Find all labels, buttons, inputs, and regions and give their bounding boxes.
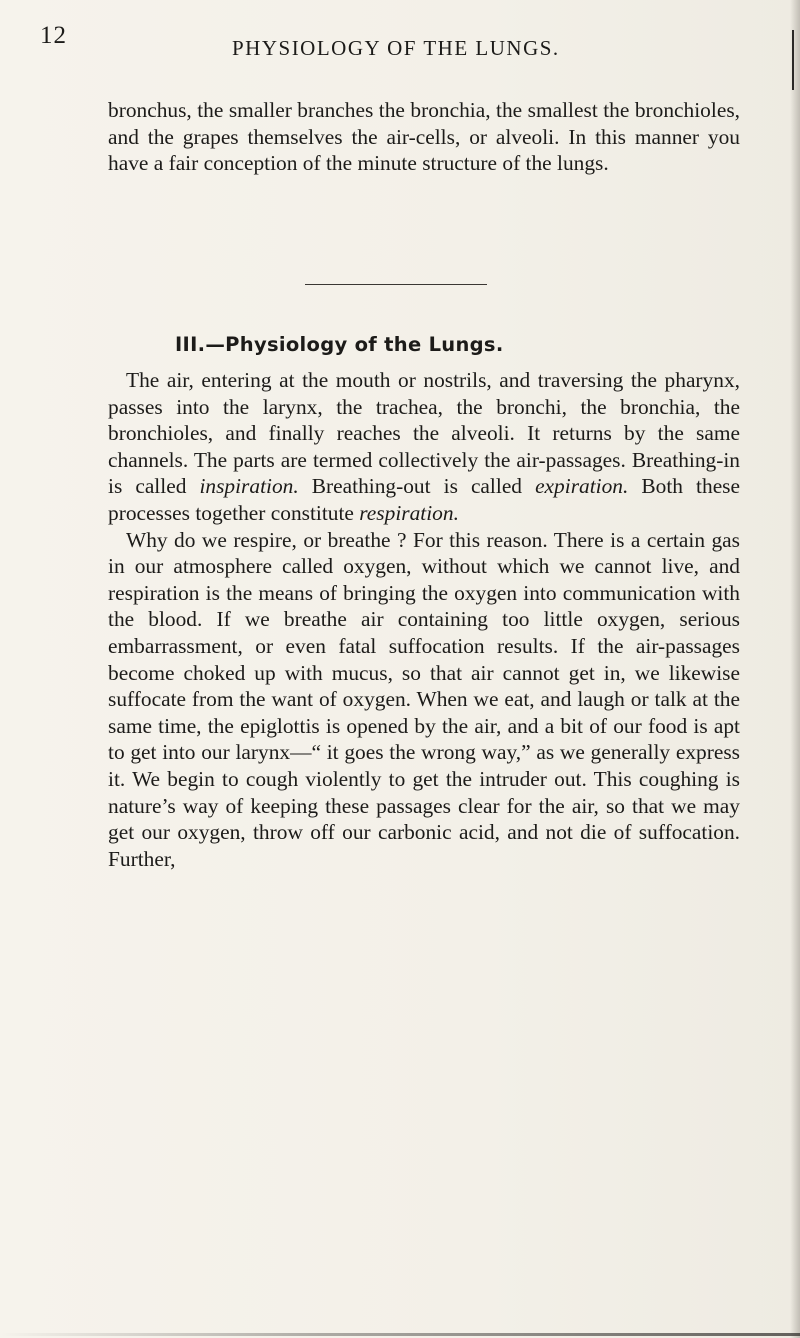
term-expiration: expiration. — [535, 474, 629, 499]
term-inspiration: inspiration. — [199, 474, 299, 499]
intro-paragraph: bronchus, the smaller branches the bronchia, the smallest the bronchioles, and the grapes themselves the air-cells, or alveoli. In this manner you have a fair conception of the minute structure of the lungs. — [108, 98, 740, 176]
paragraph-text: The air, entering at the mouth or nostrils, and traversing the pharynx, passes into the larynx, the trachea, the bronchi, the bronchia, the bronchioles, and finally reaches the alveoli. It returns by the same channels. The parts are termed collectively the air-passages. Breathing-in is called — [108, 368, 740, 499]
section-divider — [305, 284, 487, 285]
running-head: PHYSIOLOGY OF THE LUNGS. — [232, 36, 560, 60]
term-respiration: respiration. — [359, 500, 459, 525]
page-edge-mark — [792, 30, 794, 90]
page-number: 12 — [40, 22, 67, 49]
paragraph-text: Breathing-out is called — [298, 474, 536, 499]
paragraph-why-respire: Why do we respire, or breathe ? For this reason. There is a certain gas in our atmosphere called oxygen, without which we cannot live, and respiration is the means of bringing the oxygen into communication with the blood. If we breathe air containing too little oxygen, serious embarrassment, or even fatal suffocation results. If the air-passages become choked up with mucus, so that air cannot get in, we likewise suffocate from the want of oxygen. When we eat, and laugh or talk at the same time, the epiglottis is opened by the air, and a bit of our food is apt to get into our larynx—“ it goes the wrong way,” as we generally express it. We begin to cough violently to get the intruder out. This coughing is nature’s way of keeping these passages clear for the air, so that we may get our oxygen, throw off our carbonic acid, and not die of suffocation. Further, — [108, 527, 740, 871]
paragraph-air-passages — [108, 367, 740, 527]
page-edge-shadow — [790, 0, 800, 1338]
paragraph-text: Both these processes together constitute — [108, 474, 741, 525]
section-heading: III.—Physiology of the Lungs. — [175, 333, 504, 356]
bottom-edge — [0, 1333, 800, 1336]
section-body — [108, 367, 740, 872]
